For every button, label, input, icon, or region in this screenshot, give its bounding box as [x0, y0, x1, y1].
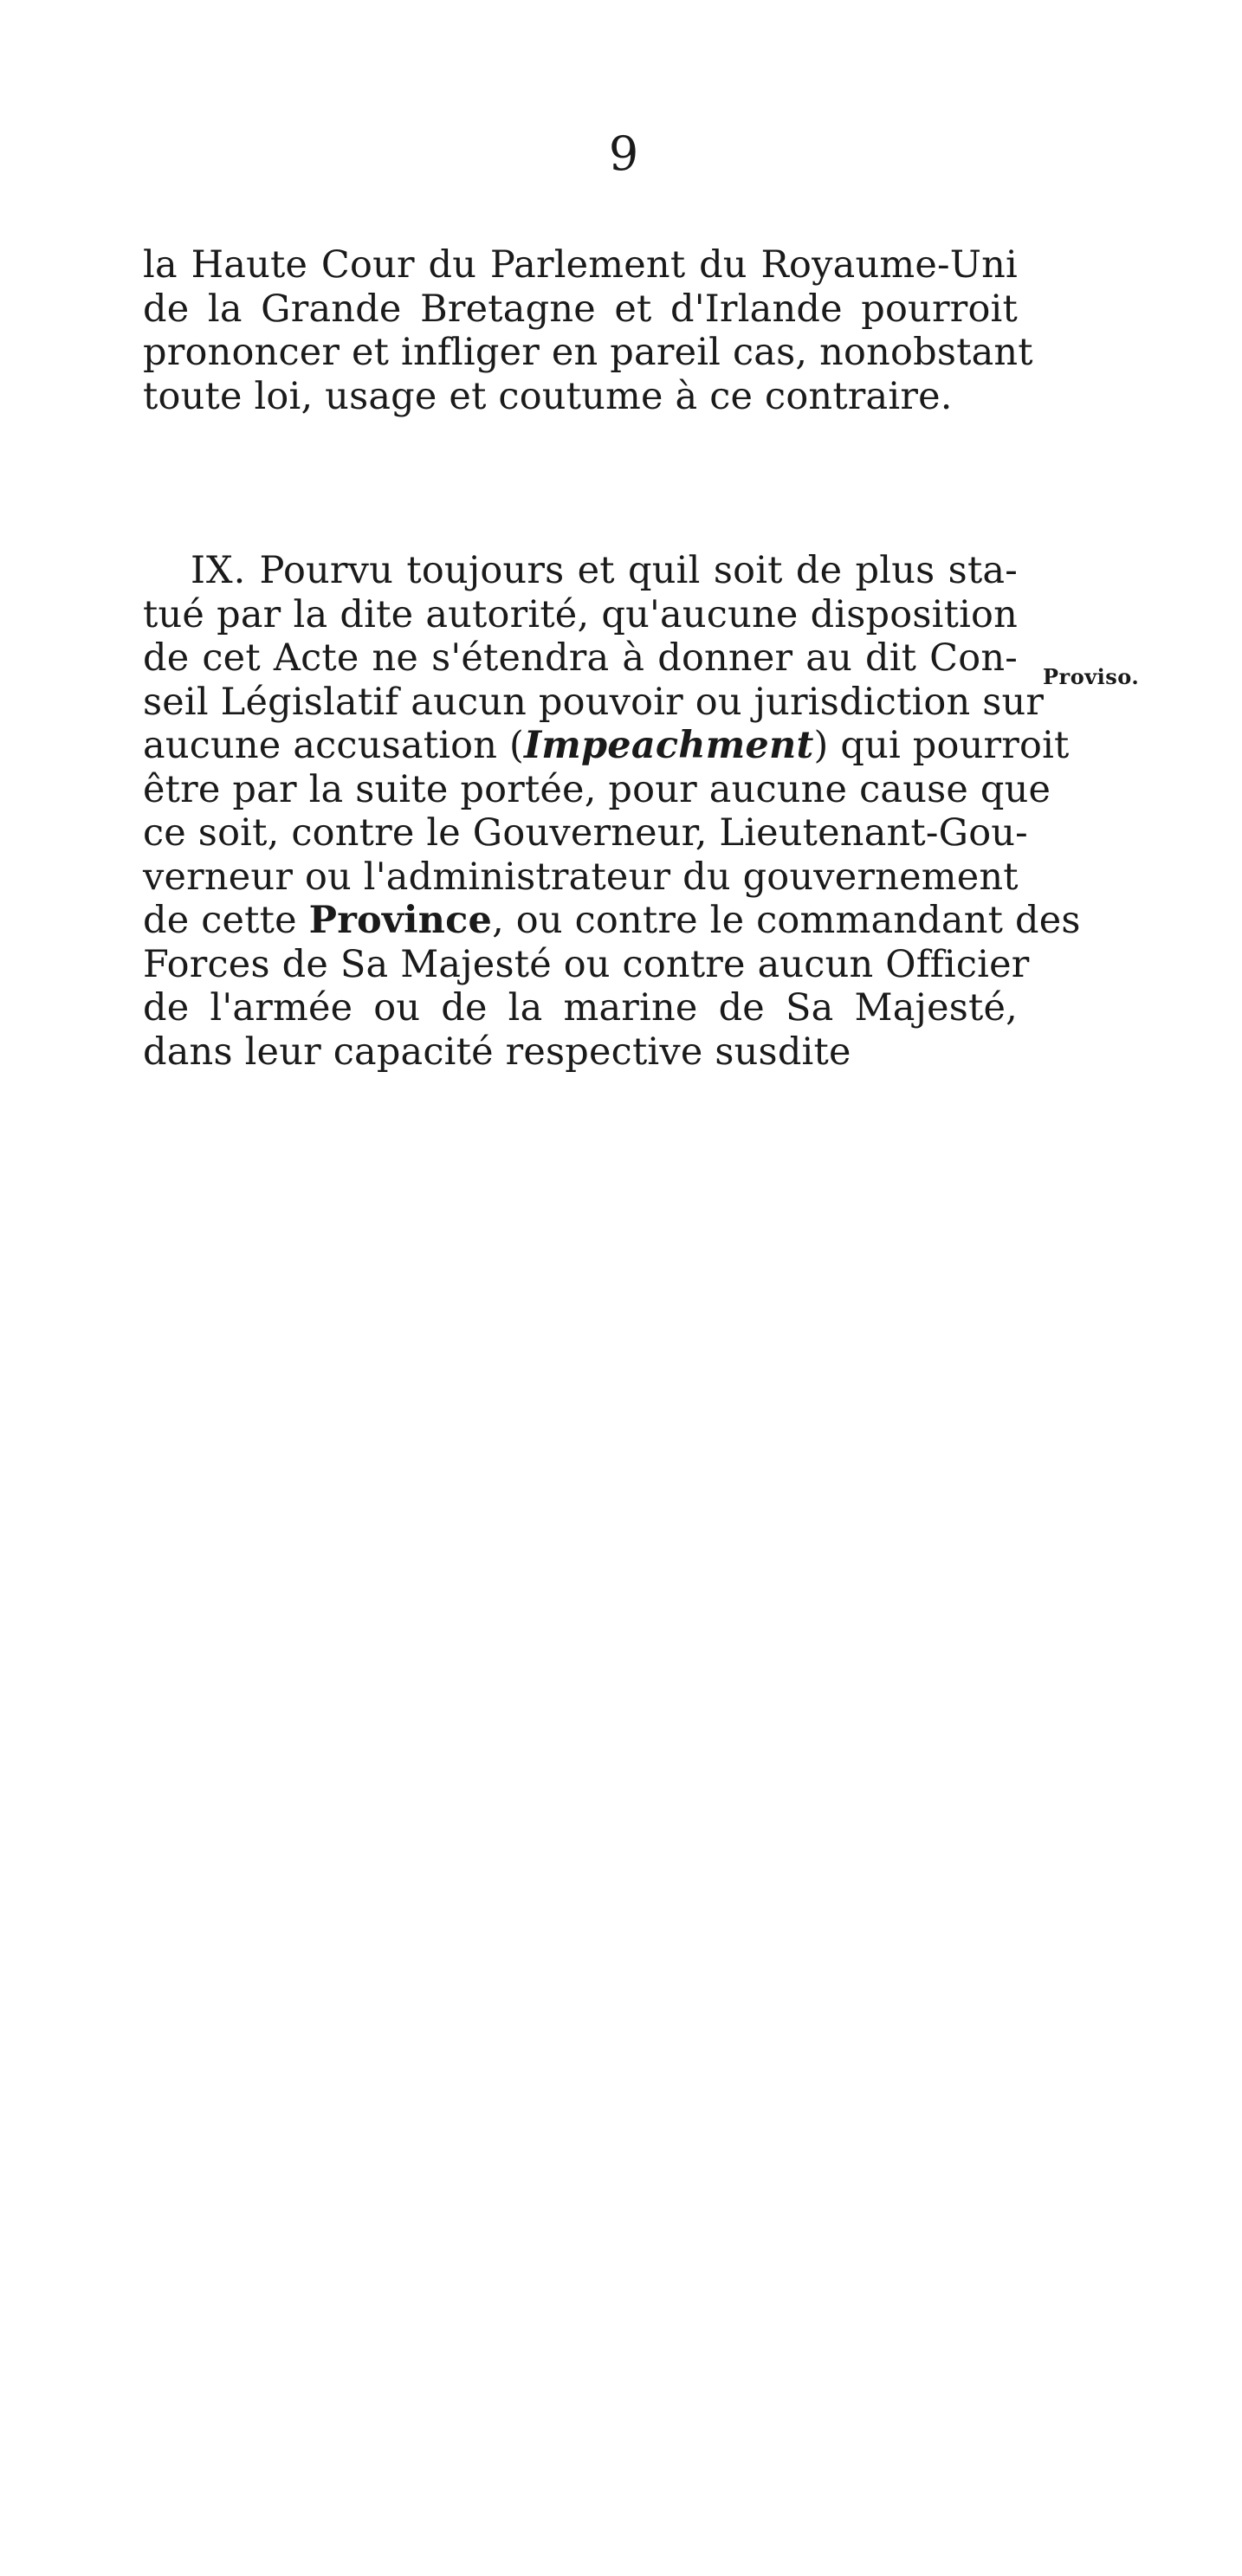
text-line: prononcer et infliger en pareil cas, nonobstant: [143, 331, 1033, 374]
paragraph-continuation: [143, 243, 1033, 418]
text-line: [143, 724, 1070, 768]
section-ix-paragraph: [143, 549, 1081, 1074]
text-line: [143, 549, 1018, 593]
province-word: Province: [308, 899, 493, 942]
text-segment: ) qui pourroit: [813, 724, 1070, 767]
text-line: Forces de Sa Majesté ou contre aucun Officier: [143, 942, 1030, 986]
text-line: de cet Acte ne s'étendra à donner au dit Con-: [143, 636, 1018, 680]
text-line: seil Législatif aucun pouvoir ou jurisdiction sur: [143, 680, 1045, 724]
section-number: IX.: [191, 549, 247, 592]
text-segment: , ou contre le commandant des: [492, 899, 1081, 942]
text-segment: de cette: [143, 899, 309, 942]
text-segment: aucune accusation (: [143, 724, 524, 767]
text-line: toute loi, usage et coutume à ce contraire.: [143, 374, 953, 418]
text-line: ce soit, contre le Gouverneur, Lieutenant-Gou-: [143, 811, 1028, 855]
text-line: dans leur capacité respective susdite: [143, 1030, 851, 1074]
text-line: de l'armée ou de la marine de Sa Majesté,: [143, 986, 1018, 1030]
text-line: [143, 899, 1081, 943]
text-line: verneur ou l'administrateur du gouvernement: [143, 855, 1019, 899]
text-line: tué par la dite autorité, qu'aucune disposition: [143, 592, 1018, 636]
text-line: de la Grande Bretagne et d'Irlande pourroit: [143, 287, 1018, 331]
text-line: la Haute Cour du Parlement du Royaume-Uni: [143, 243, 1018, 287]
marginal-note-proviso: Proviso.: [1043, 664, 1140, 689]
impeachment-term: Impeachment: [523, 724, 814, 767]
page-number: 9: [608, 126, 639, 181]
text-line: être par la suite portée, pour aucune cause que: [143, 767, 1051, 811]
text-segment: Pourvu toujours et quil soit de plus sta-: [246, 549, 1018, 592]
